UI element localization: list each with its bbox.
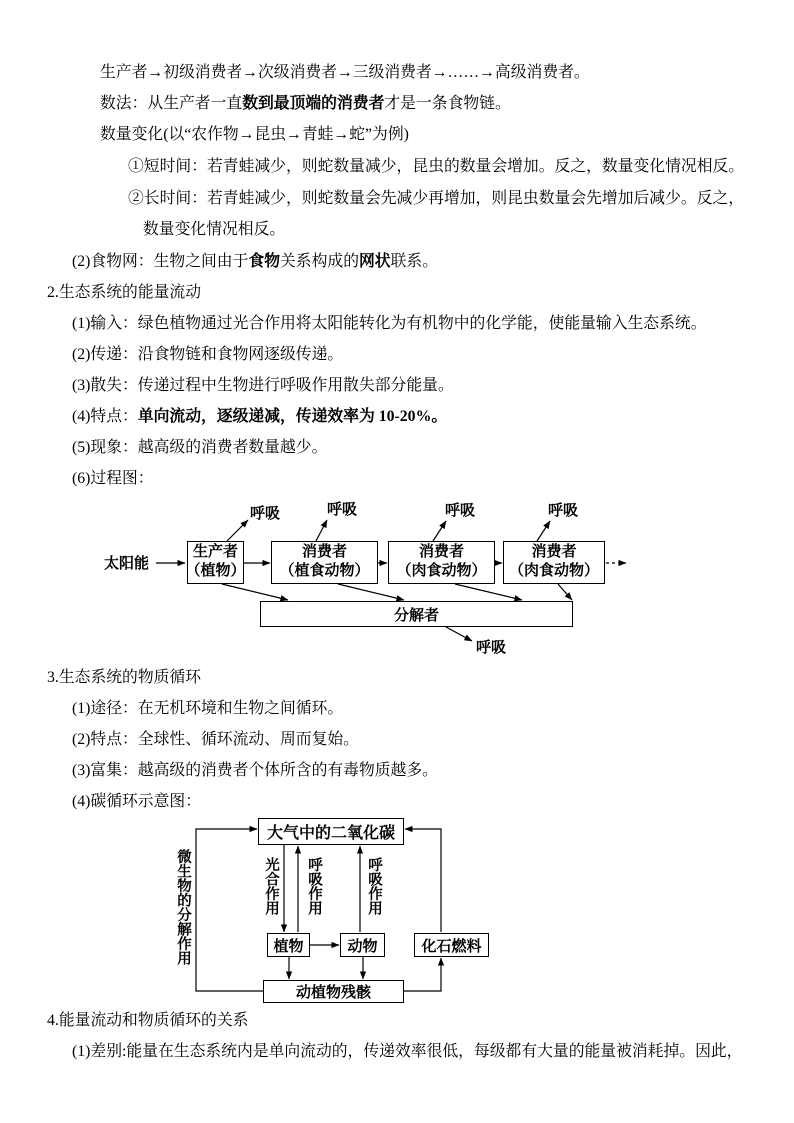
animal-respiration-label: 呼吸作用 <box>366 857 382 915</box>
carnivore2-respiration-label: 呼吸 <box>548 501 579 519</box>
plants-label: 植物 <box>273 936 304 955</box>
food-web-bold2: 网状 <box>359 253 391 270</box>
fossil-fuels-label: 化石燃料 <box>421 936 482 955</box>
food-web-bold1: 食物 <box>248 253 280 270</box>
decomposer-label: 分解者 <box>393 605 439 624</box>
energy-features-bold: 单向流动，逐级递减，传递效率为 10-20%。 <box>137 408 448 425</box>
energy-transfer: (2)传递：沿食物链和食物网逐级传递。 <box>72 346 344 363</box>
carbon-diagram-label: (4)碳循环示意图： <box>72 793 201 810</box>
decomposer-box <box>260 601 573 627</box>
carnivore2-role: 消费者 <box>531 542 577 560</box>
food-web-text2: 关系构成的 <box>280 253 359 270</box>
herbivore-to-decomposer-arrow <box>338 584 404 600</box>
animals-box <box>340 933 385 957</box>
carnivore1-box <box>388 541 495 584</box>
producer-respiration-arrow <box>227 520 248 541</box>
carnivore1-respiration-label: 呼吸 <box>445 501 476 519</box>
decomposer-respiration-label: 呼吸 <box>476 638 507 656</box>
fossil-fuels-box <box>414 933 489 957</box>
atmosphere-co2-label: 大气中的二氧化碳 <box>266 823 395 842</box>
carnivore2-box <box>503 541 605 584</box>
energy-features-line <box>72 407 447 427</box>
short-term-change: ①短时间：若青蛙减少，则蛇数量减少，昆虫的数量会增加。反之，数量变化情况相反。 <box>128 158 745 175</box>
carnivore1-type: （肉食动物） <box>396 561 487 579</box>
long-term-change-line1: ②长时间：若青蛙减少，则蛇数量会先减少再增加，则昆虫数量会先增加后减少。反之， <box>128 190 745 207</box>
energy-features-label: (4)特点： <box>72 408 138 425</box>
material-cycle-heading: 3.生态系统的物质循环 <box>47 669 202 686</box>
plants-box <box>267 933 310 957</box>
decomposer-respiration-arrow <box>446 627 472 641</box>
microbial-decomposition-label: 微生物的分解作用 <box>175 849 191 965</box>
producer-respiration-label: 呼吸 <box>250 504 281 522</box>
long-term-change-line2: 数量变化情况相反。 <box>143 221 286 238</box>
relation-difference: (1)差别:能量在生态系统内是单向流动的，传递效率很低，每级都有大量的能量被消耗掉。因此， <box>72 1043 743 1060</box>
relation-heading: 4.能量流动和物质循环的关系 <box>47 1012 249 1029</box>
energy-loss: (3)散失：传递过程中生物进行呼吸作用散失部分能量。 <box>72 377 454 394</box>
solar-energy-label: 太阳能 <box>104 554 150 572</box>
count-method-line <box>100 94 511 114</box>
plant-respiration-label: 呼吸作用 <box>306 857 322 915</box>
photosynthesis-label: 光合作用 <box>263 857 279 915</box>
herbivore-respiration-label: 呼吸 <box>327 500 358 518</box>
herbivore-box <box>271 541 378 584</box>
atmosphere-co2-box <box>258 818 404 845</box>
producer-box <box>187 541 244 584</box>
food-web-line <box>72 252 438 272</box>
herbivore-type: （植食动物） <box>279 561 370 579</box>
carnivore2-type: （肉食动物） <box>508 561 600 579</box>
food-web-text1: (2)食物网：生物之间由于 <box>72 253 249 270</box>
carnivore2-respiration-arrow <box>537 521 550 541</box>
cycle-features: (2)特点：全球性、循环流动、周而复始。 <box>72 731 359 748</box>
decomposition-loop-arrow <box>196 829 263 991</box>
carnivore1-respiration-arrow <box>433 521 446 541</box>
animals-label: 动物 <box>347 936 378 955</box>
herbivore-respiration-arrow <box>316 520 327 541</box>
carnivore2-to-decomposer-arrow <box>558 584 572 600</box>
cycle-accumulation: (3)富集：越高级的消费者个体所含的有毒物质越多。 <box>72 762 438 779</box>
producer-to-decomposer-arrow <box>222 584 288 600</box>
energy-flow-heading: 2.生态系统的能量流动 <box>47 284 202 301</box>
carnivore1-role: 消费者 <box>418 542 465 560</box>
food-chain-sequence: 生产者→初级消费者→次级消费者→三级消费者→……→高级消费者。 <box>100 64 590 81</box>
herbivore-role: 消费者 <box>301 542 348 560</box>
remains-box <box>263 980 404 1003</box>
food-web-text3: 联系。 <box>390 253 439 270</box>
producer-type: （植物） <box>185 561 246 579</box>
remains-to-fossil-arrow <box>404 958 441 991</box>
producer-role: 生产者 <box>192 542 239 560</box>
quantity-change-title: 数量变化(以“农作物→昆虫→青蛙→蛇”为例) <box>100 126 409 143</box>
count-method-prefix: 数法：从生产者一直 <box>100 95 243 112</box>
carnivore1-to-decomposer-arrow <box>455 584 522 600</box>
remains-label: 动植物残骸 <box>295 983 371 1001</box>
cycle-pathway: (1)途径：在无机环境和生物之间循环。 <box>72 700 344 717</box>
energy-diagram-label: (6)过程图： <box>72 470 154 487</box>
fossil-combustion-arrow <box>405 829 441 932</box>
count-method-emphasis: 数到最顶端的消费者 <box>242 95 385 112</box>
energy-phenomenon: (5)现象：越高级的消费者数量越少。 <box>72 439 328 456</box>
count-method-suffix: 才是一条食物链。 <box>384 95 511 112</box>
energy-input: (1)输入：绿色植物通过光合作用将太阳能转化为有机物中的化学能，使能量输入生态系统。 <box>72 315 707 332</box>
